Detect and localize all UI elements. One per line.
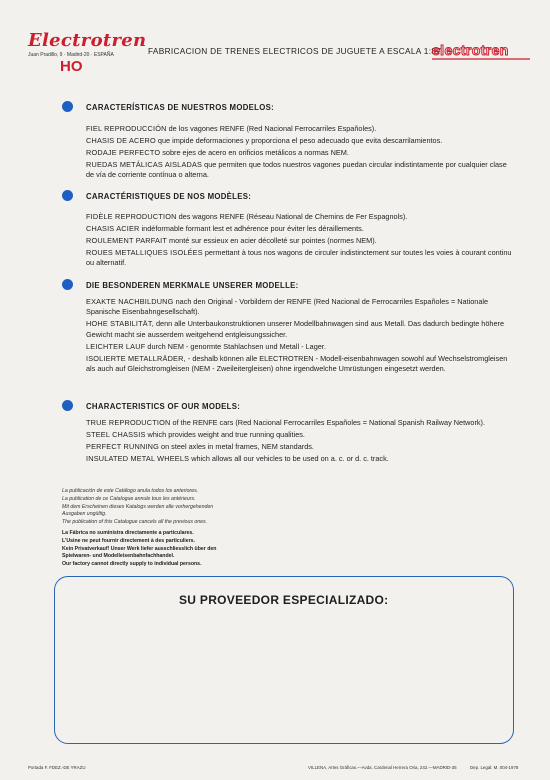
section-bullet xyxy=(62,400,73,411)
paragraph-lead: HOHE STABILITÄT, xyxy=(86,319,154,329)
brand-logo-text: Electrotren xyxy=(28,30,147,51)
paragraph-lead: RODAJE PERFECTO xyxy=(86,147,161,157)
paragraph-text: des wagons RENFE (Réseau National de Chemins de Fer Espagnols). xyxy=(176,212,408,221)
paragraph-text: durch NEM - genormte Stahlachsen und Metall - Lager. xyxy=(145,341,326,351)
paragraph-text: indéformable formant lest et adhérence pour éviter les déraillements. xyxy=(139,223,364,233)
note-line: The publication of this Catalogue cancels all the previous ones. xyxy=(62,519,208,526)
section-paragraphs xyxy=(86,418,516,466)
paragraph xyxy=(86,454,516,464)
paragraph-text: on steel axles in metal frames, NEM standards. xyxy=(159,441,314,451)
note-line: L'Usine ne peut fournir directement à des particuliers. xyxy=(62,537,195,544)
section-bullet xyxy=(62,190,73,201)
paragraph-text: sobre ejes de acero en orificios metálicos a normas NEM. xyxy=(160,147,349,157)
paragraph xyxy=(86,319,516,340)
paragraph xyxy=(86,297,516,318)
paragraph-text: que permiten que todos nuestros vagones puedan circular indistintamente por cualquier clase de vía de corriente contínua o alterna. xyxy=(86,159,507,180)
electrotren-logo-icon xyxy=(432,38,532,62)
note-line: La Fábrica no suministra directamente a particulares. xyxy=(62,530,194,536)
footer-legal-deposit: Dep. Legal: M. 004-1978 xyxy=(470,765,519,770)
paragraph xyxy=(86,212,516,222)
note-line: La publication de ce Catalogue annule tous les antérieurs. xyxy=(62,495,196,502)
paragraph xyxy=(86,442,516,452)
paragraph xyxy=(86,148,516,158)
paragraph xyxy=(86,354,516,375)
note-line: La publicación de este Catálogo anula todos los anteriores. xyxy=(62,488,199,494)
note-line: Spielwaren- und Modelleisenbahnfachhandel. xyxy=(62,553,175,560)
supplier-title: SU PROVEEDOR ESPECIALIZADO: xyxy=(179,593,389,607)
section-paragraphs xyxy=(86,124,516,182)
logo-wordmark: electrotren xyxy=(432,42,509,58)
paragraph-text: monté sur essieux en acier décolleté sur pointes (normes NEM). xyxy=(166,235,377,245)
note-line: Mit dem Erscheinen dieses Katalogs werden alle vorhergehenden xyxy=(62,503,214,510)
supplier-stamp-box xyxy=(54,576,514,744)
note-line: Our factory cannot directly supply to individual persons. xyxy=(62,561,202,568)
note-line: Ausgaben ungültig. xyxy=(62,511,107,518)
paragraph-text: que impide deformaciones y proporciona el peso adecuado que evita descarrilamientos. xyxy=(155,135,443,145)
footer-printer: VILLENA, Artes Gráficas.—Avda. Cardenal Herrera Oria, 242.—MADRID-35 xyxy=(308,765,457,770)
paragraph xyxy=(86,160,516,181)
section-bullet xyxy=(62,279,73,290)
paragraph-lead: ISOLIERTE METALLRÄDER, xyxy=(86,353,186,363)
scale-label: HO xyxy=(60,58,83,75)
paragraph-lead: FIDÈLE REPRODUCTION xyxy=(86,212,177,221)
paragraph xyxy=(86,248,516,269)
paragraph-text: which provides weight and true running qualities. xyxy=(145,429,305,439)
section-bullet xyxy=(62,101,73,112)
paragraph-lead: TRUE REPRODUCTION xyxy=(86,418,171,427)
section-paragraphs xyxy=(86,212,516,270)
paragraph xyxy=(86,418,516,428)
paragraph-lead: EXAKTE NACHBILDUNG xyxy=(86,297,174,306)
paragraph xyxy=(86,342,516,352)
paragraph xyxy=(86,224,516,234)
paragraph-lead: CHASIS ACIER xyxy=(86,223,140,233)
brand-address: Juan Pradillo, 9 · Madrid-20 · ESPAÑA xyxy=(28,52,114,58)
paragraph xyxy=(86,124,516,134)
paragraph-lead: CHASIS DE ACERO xyxy=(86,135,156,145)
paragraph-lead: STEEL CHASSIS xyxy=(86,429,146,439)
paragraph-text: of the RENFE cars (Red Nacional Ferrocarriles Españoles = National Spanish Railway Network). xyxy=(170,418,485,427)
paragraph-lead: LEICHTER LAUF xyxy=(86,341,146,351)
paragraph-lead: ROULEMENT PARFAIT xyxy=(86,235,167,245)
section-title: CHARACTERISTICS OF OUR MODELS: xyxy=(86,402,241,411)
paragraph-text: - deshalb können alle ELECTROTREN - Modell-eisenbahnwagen sowohl auf Wechselstromgleisen als auch auf Gleichstromgleisen (NEM - Zweileitergleisen) ohne irgendwelche Umrüstungen eingesetzt werden. xyxy=(86,353,508,373)
page-title: FABRICACION DE TRENES ELECTRICOS DE JUGUETE A ESCALA 1:87 xyxy=(148,46,442,56)
paragraph-lead: RUEDAS METÁLICAS AISLADAS xyxy=(86,159,203,169)
brand-block xyxy=(28,30,147,75)
paragraph-lead: ROUES METALLIQUES ISOLÉES xyxy=(86,247,203,257)
section-title: DIE BESONDEREN MERKMALE UNSERER MODELLE: xyxy=(86,281,299,290)
paragraph xyxy=(86,236,516,246)
paragraph-text: denn alle Unterbaukonstruktionen unserer Modellbahnwagen sind aus Metall. Das dadurch bedingte höhere Gewicht macht sie ausserdem weitgehend entgleisungssicher. xyxy=(86,319,505,339)
footer-cover-credit: Portada F. FDEZ.-DE YRAZU xyxy=(28,765,86,770)
paragraph-text: permettant à tous nos wagons de circuler indistinctement sur toutes les voies à courant continu ou alternatif. xyxy=(86,247,512,268)
section-title: CARACTÉRISTIQUES DE NOS MODÈLES: xyxy=(86,192,252,201)
paragraph-lead: FIEL REPRODUCCIÓN xyxy=(86,124,167,133)
paragraph xyxy=(86,430,516,440)
section-title: CARACTERÍSTICAS DE NUESTROS MODELOS: xyxy=(86,103,274,112)
paragraph-lead: INSULATED METAL WHEELS xyxy=(86,453,190,463)
supply-policy-note xyxy=(62,530,302,569)
section-paragraphs xyxy=(86,297,516,376)
paragraph-text: which allows all our vehicles to be used on a. c. or d. c. track. xyxy=(189,453,389,463)
note-line: Kein Privatverkauf! Unser Werk liefer ausschliesslich über den xyxy=(62,545,217,552)
paragraph xyxy=(86,136,516,146)
paragraph-lead: PERFECT RUNNING xyxy=(86,441,160,451)
paragraph-text: nach den Original - Vorbildern der RENFE (Red Nacional de Ferrocarriles Españoles = Nationale Spanische Eisenbahngesellschaft). xyxy=(86,297,489,317)
paragraph-text: de los vagones RENFE (Red Nacional Ferrocarriles Españoles). xyxy=(166,124,377,133)
catalog-validity-note xyxy=(62,488,302,527)
